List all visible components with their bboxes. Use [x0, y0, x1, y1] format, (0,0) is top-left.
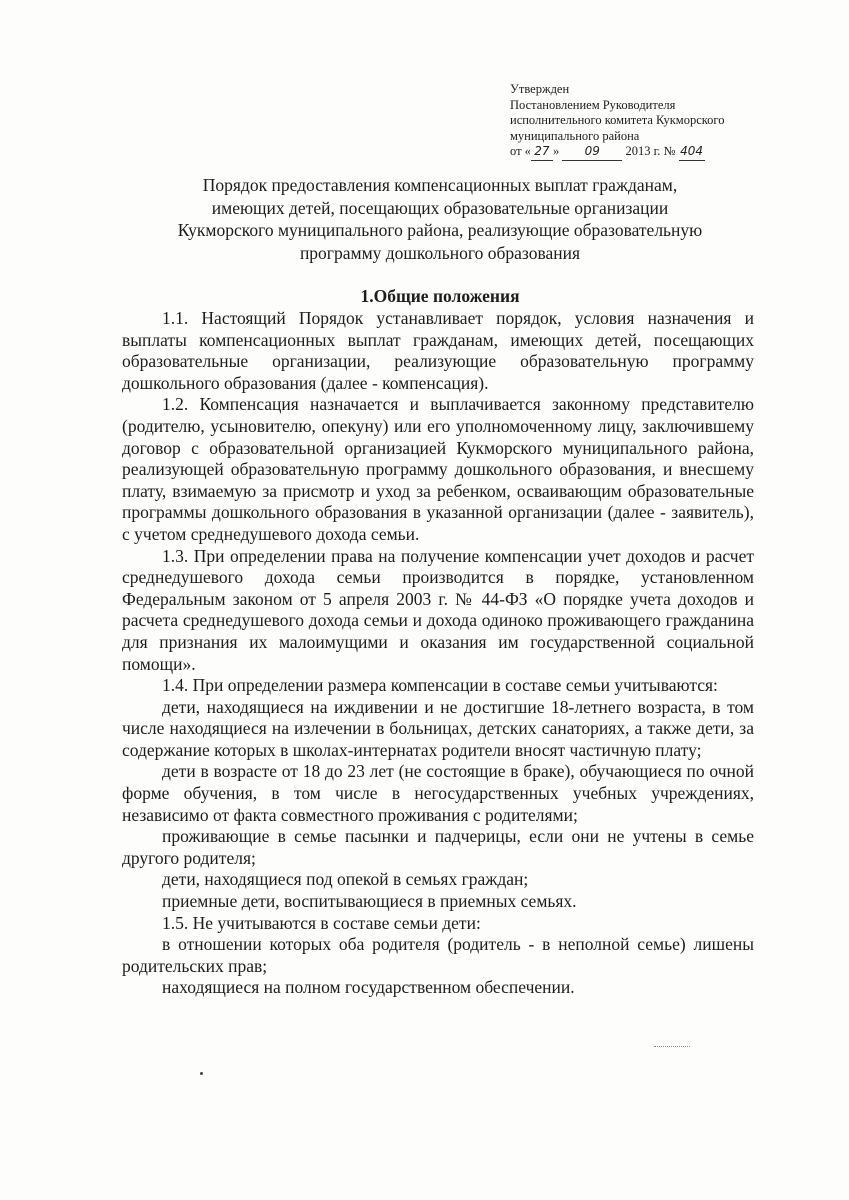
paragraph-1-1: 1.1. Настоящий Порядок устанавливает порядок, условия назначения и выплаты компенсационных выплат гражданам, имеющих детей, посещающих образовательные организации, реализующие образовательную программу дошкольного образования (далее - компенсация). [122, 308, 754, 393]
date-day: 27 [531, 144, 553, 161]
approval-block [510, 82, 830, 161]
scan-smudge [654, 1046, 690, 1048]
document-body [122, 308, 754, 999]
date-mid: » [552, 144, 560, 158]
list-item: дети в возрасте от 18 до 23 лет (не состоящие в браке), обучающиеся по очной форме обучения, в том числе в негосударственных учебных учреждениях, независимо от факта совместного проживания с родителями; [122, 761, 754, 825]
list-item: дети, находящиеся на иждивении и не достигшие 18-летнего возраста, в том числе находящиеся на излечении в больницах, детских санаториях, а также дети, за содержание которых в школах-интернатах родители вносят частичную плату; [122, 696, 754, 760]
approval-line: муниципального района [510, 128, 640, 143]
approval-line: Постановлением Руководителя [510, 97, 676, 112]
document-title [110, 174, 770, 264]
list-item: находящиеся на полном государственном обеспечении. [162, 977, 575, 998]
paragraph-1-5: 1.5. Не учитываются в составе семьи дети: [162, 912, 481, 933]
paragraph-1-2: 1.2. Компенсация назначается и выплачивается законному представителю (родителю, усыновителю, опекуну) или его уполномоченному лицу, заключившему договор с образовательной организацией Кукморского муниципального района, реализующей образовательную программу дошкольного образования, и внесшему плату, взимаемую за присмотр и уход за ребенком, осваивающим образовательные программы дошкольного образования в указанной организации (далее - заявитель), с учетом среднедушевого дохода семьи. [122, 394, 754, 544]
list-item: приемные дети, воспитывающиеся в приемных семьях. [162, 891, 577, 912]
title-line: программу дошкольного образования [299, 242, 581, 263]
approval-line: Утвержден [510, 82, 570, 96]
title-line: Порядок предоставления компенсационных выплат гражданам, [202, 175, 678, 195]
approval-date-line [510, 144, 830, 161]
paragraph-1-3: 1.3. При определении права на получение компенсации учет доходов и расчет среднедушевого дохода семьи производится в порядке, установленном Федеральным законом от 5 апреля 2003 г. № 44-ФЗ «О порядке учета доходов и расчета среднедушевого дохода семьи и дохода одиноко проживающего гражданина для признания их малоимущими и оказания им государственной социальной помощи». [122, 545, 754, 674]
title-line: имеющих детей, посещающих образовательные организации [211, 197, 669, 218]
date-prefix: от « [510, 144, 531, 158]
list-item: дети, находящиеся под опекой в семьях граждан; [162, 869, 529, 890]
list-item: в отношении которых оба родителя (родитель - в неполной семье) лишены родительских прав; [122, 934, 754, 976]
date-year: 2013 г. № [625, 144, 676, 158]
section-heading: 1.Общие положения [360, 286, 520, 306]
list-item: проживающие в семье пасынки и падчерицы, если они не учтены в семье другого родителя; [122, 826, 754, 868]
decree-number: 404 [679, 144, 705, 161]
title-line: Кукморского муниципального района, реализующие образовательную [177, 220, 703, 240]
date-month: 09 [562, 144, 622, 161]
approval-line: исполнительного комитета Кукморского [510, 113, 725, 127]
paragraph-1-4: 1.4. При определении размера компенсации в составе семьи учитываются: [162, 675, 718, 696]
scan-speck [200, 1072, 203, 1075]
